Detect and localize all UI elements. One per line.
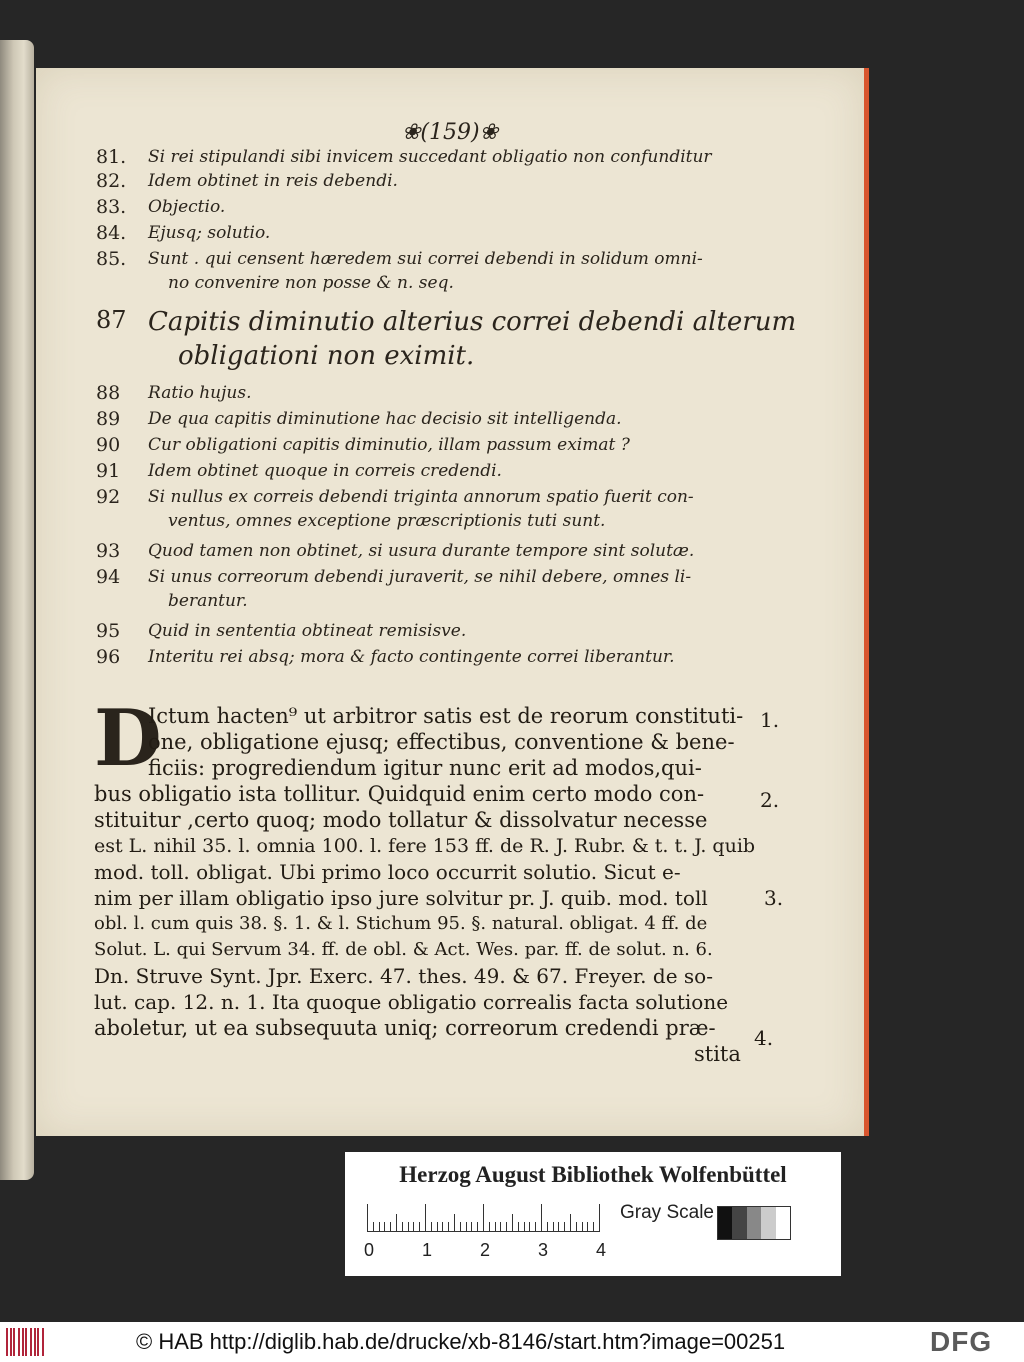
item-text: Si unus correorum debendi juraverit, se nihil debere, omnes li- xyxy=(148,567,692,587)
margin-number: 4. xyxy=(754,1026,774,1050)
drop-cap: D xyxy=(94,693,162,784)
centimeter-ruler xyxy=(367,1204,607,1232)
dfg-logo: DFG xyxy=(930,1326,993,1357)
item-number: 91 xyxy=(96,460,121,482)
gray-scale-swatches xyxy=(717,1206,791,1240)
text-line: Ictum hacten⁹ ut arbitror satis est de reorum constituti- xyxy=(148,704,744,728)
footer-bar xyxy=(0,1322,1024,1362)
item-text: berantur. xyxy=(168,591,248,611)
text-line: ficiis: progrediendum igitur nunc erit ad modos,qui- xyxy=(148,756,702,780)
ruler-label: 1 xyxy=(422,1240,433,1260)
item-text: ventus, omnes exceptione præscriptionis tuti sunt. xyxy=(168,511,606,531)
item-number: 92 xyxy=(96,486,121,508)
gray-scale-label: Gray Scale xyxy=(620,1202,714,1223)
book-page xyxy=(36,68,869,1136)
color-scale-card xyxy=(345,1152,841,1276)
text-line: stituitur ,certo quoq; modo tollatur & dissolvatur necesse xyxy=(94,808,708,832)
text-line: lut. cap. 12. n. 1. Ita quoque obligatio correalis facta solutione xyxy=(94,990,729,1014)
copyright-link[interactable]: © HAB http://diglib.hab.de/drucke/xb-8146/start.htm?image=00251 xyxy=(136,1329,786,1354)
margin-number: 3. xyxy=(764,886,784,910)
item-text: obligationi non eximit. xyxy=(178,341,475,371)
catchword: stita xyxy=(694,1042,741,1066)
item-text: Objectio. xyxy=(148,197,226,217)
item-text: Sunt . qui censent hæredem sui correi debendi in solidum omni- xyxy=(148,249,703,269)
ruler-label: 3 xyxy=(538,1240,549,1260)
text-line: Dn. Struve Synt. Jpr. Exerc. 47. thes. 49. & 67. Freyer. de so- xyxy=(94,964,713,988)
item-text: Idem obtinet quoque in correis credendi. xyxy=(148,461,502,481)
item-number: 93 xyxy=(96,540,121,562)
ruler-label: 4 xyxy=(596,1240,607,1260)
item-number: 81. xyxy=(96,146,127,168)
text-line: est L. nihil 35. l. omnia 100. l. fere 153 ff. de R. J. Rubr. & t. t. J. quib xyxy=(94,835,756,857)
item-number: 94 xyxy=(96,566,121,588)
text-line: mod. toll. obligat. Ubi primo loco occurrit solutio. Sicut e- xyxy=(94,860,681,884)
item-text: De qua capitis diminutione hac decisio sit intelligenda. xyxy=(148,409,622,429)
item-text: Cur obligationi capitis diminutio, illam passum eximat ? xyxy=(148,435,630,455)
text-line: aboletur, ut ea subsequuta uniq; correorum credendi præ- xyxy=(94,1016,716,1040)
library-name: Herzog August Bibliothek Wolfenbüttel xyxy=(399,1162,787,1187)
item-text: Capitis diminutio alterius correi debendi alterum xyxy=(148,307,797,337)
text-line: one, obligatione ejusq; effectibus, conventione & bene- xyxy=(148,730,735,754)
item-number: 88 xyxy=(96,382,121,404)
text-line: obl. l. cum quis 38. §. 1. & l. Stichum 95. §. natural. obligat. 4 ff. de xyxy=(94,913,708,934)
item-text: Ejusq; solutio. xyxy=(148,223,271,243)
item-number: 89 xyxy=(96,408,121,430)
item-text: Si rei stipulandi sibi invicem succedant obligatio non confunditur xyxy=(148,147,712,167)
item-number: 96 xyxy=(96,646,121,668)
ruler-label: 2 xyxy=(480,1240,491,1260)
barcode-icon xyxy=(6,1328,46,1356)
item-text: Si nullus ex correis debendi triginta annorum spatio fuerit con- xyxy=(148,487,694,507)
margin-number: 2. xyxy=(760,788,780,812)
item-number: 90 xyxy=(96,434,121,456)
item-text: Quid in sententia obtineat remisisve. xyxy=(148,621,467,641)
text-line: bus obligatio ista tollitur. Quidquid enim certo modo con- xyxy=(94,782,705,806)
margin-number: 1. xyxy=(760,708,780,732)
item-number: 87 xyxy=(96,306,127,334)
item-text: no convenire non posse & n. seq. xyxy=(168,273,454,293)
item-text: Ratio hujus. xyxy=(148,383,252,403)
page-header: ❀(159)❀ xyxy=(401,120,499,145)
item-text: Interitu rei absq; mora & facto contingente correi liberantur. xyxy=(148,647,675,667)
item-number: 82. xyxy=(96,170,127,192)
text-line: Solut. L. qui Servum 34. ff. de obl. & Act. Wes. par. ff. de solut. n. 6. xyxy=(94,939,713,960)
item-text: Idem obtinet in reis debendi. xyxy=(148,171,398,191)
ruler-label: 0 xyxy=(364,1240,375,1260)
item-number: 84. xyxy=(96,222,127,244)
facing-page-edge xyxy=(0,40,34,1180)
item-number: 95 xyxy=(96,620,121,642)
text-line: nim per illam obligatio ipso jure solvitur pr. J. quib. mod. toll xyxy=(94,886,708,910)
item-text: Quod tamen non obtinet, si usura durante tempore sint solutæ. xyxy=(148,541,695,561)
item-number: 85. xyxy=(96,248,127,270)
item-number: 83. xyxy=(96,196,127,218)
